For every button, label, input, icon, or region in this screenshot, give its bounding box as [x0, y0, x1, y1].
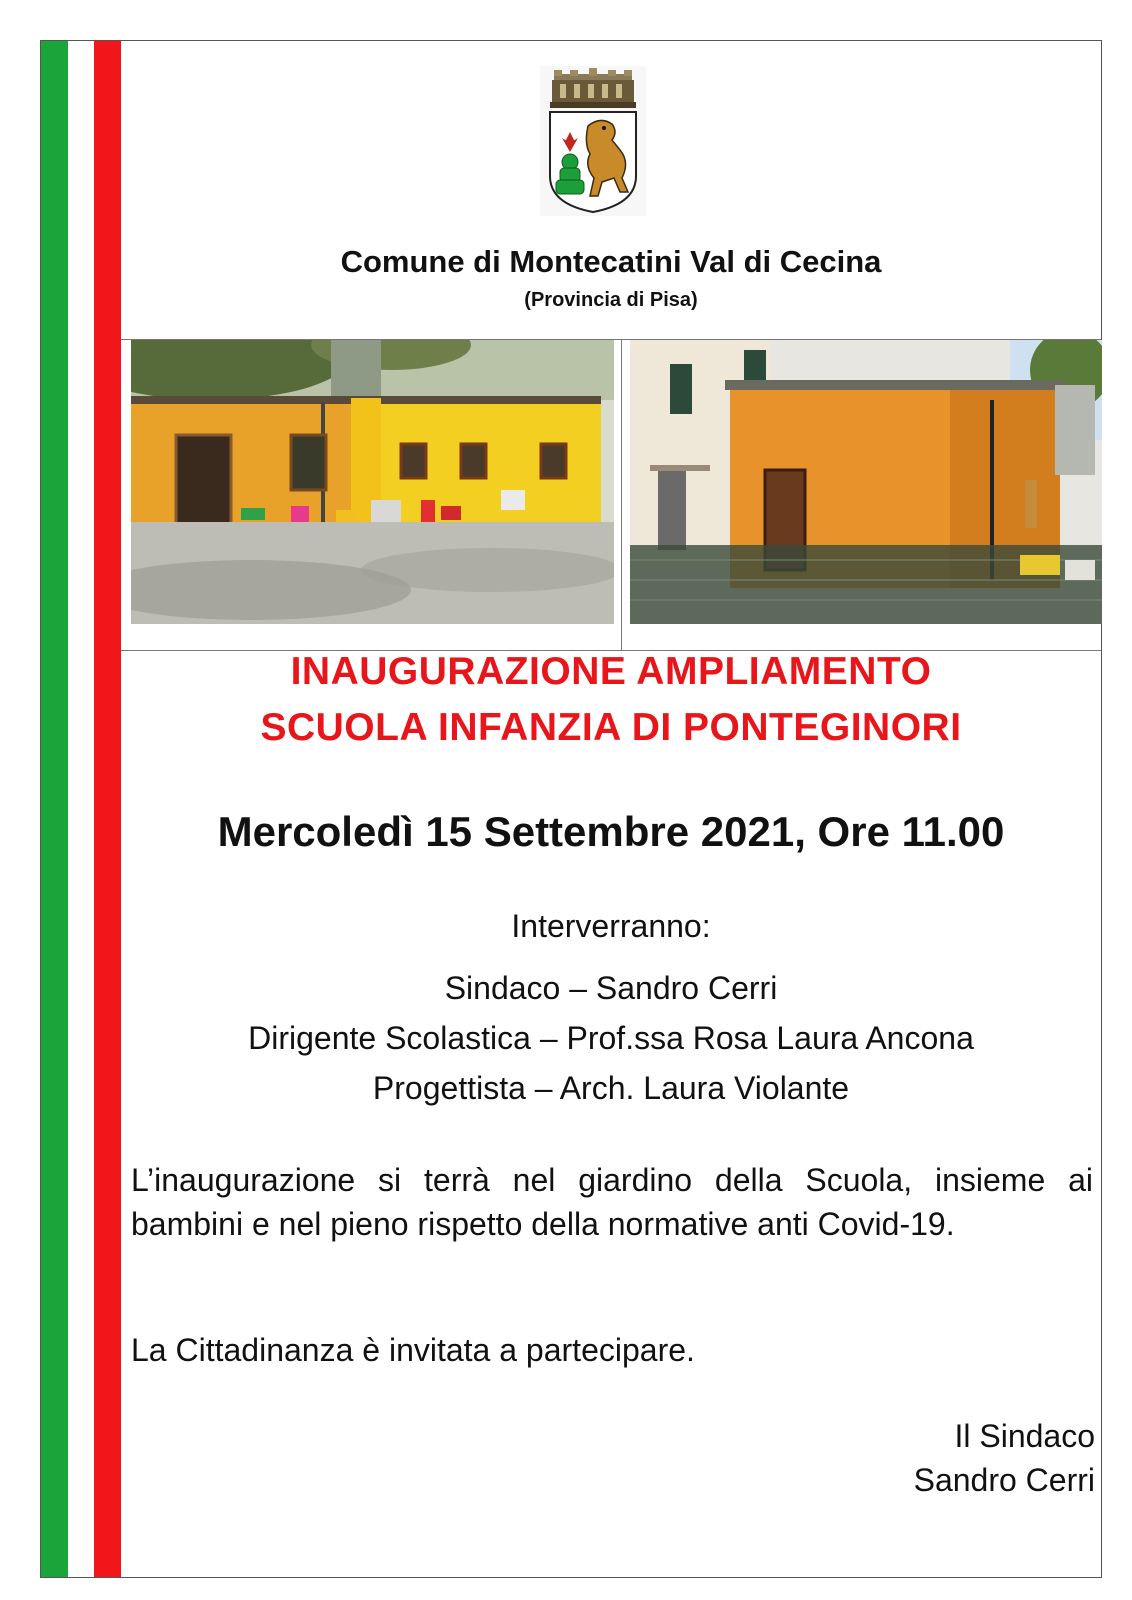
signature-name: Sandro Cerri [913, 1462, 1095, 1498]
signature-role: Il Sindaco [954, 1418, 1095, 1454]
municipal-coat-of-arms-icon [540, 66, 646, 216]
body-paragraph-venue: L’inaugurazione si terrà nel giardino della Scuola, insieme ai bambini e nel pieno rispetto della normative anti Covid-19. [131, 1162, 1093, 1242]
title-line-1: INAUGURAZIONE AMPLIAMENTO [290, 650, 932, 693]
flag-stripe-red [94, 41, 121, 1577]
province-name: (Provincia di Pisa) [524, 289, 698, 311]
speaker-item: Progettista – Arch. Laura Violante [372, 1070, 850, 1106]
flag-stripe-white [68, 41, 94, 1577]
speakers-heading: Interverranno: [511, 908, 711, 944]
speaker-item: Sindaco – Sandro Cerri [444, 970, 778, 1006]
body-paragraph-invitation: La Cittadinanza è invitata a partecipare. [131, 1332, 695, 1368]
title-line-2: SCUOLA INFANZIA DI PONTEGINORI [260, 706, 962, 749]
school-photo-courtyard [131, 340, 614, 624]
school-photo-extension [630, 340, 1102, 624]
event-date-time: Mercoledì 15 Settembre 2021, Ore 11.00 [217, 808, 1005, 855]
photos-column-divider [621, 340, 622, 650]
municipality-name: Comune di Montecatini Val di Cecina [340, 244, 882, 279]
flag-stripe-green [41, 41, 68, 1577]
speaker-item: Dirigente Scolastica – Prof.ssa Rosa Laura Ancona [248, 1020, 974, 1056]
